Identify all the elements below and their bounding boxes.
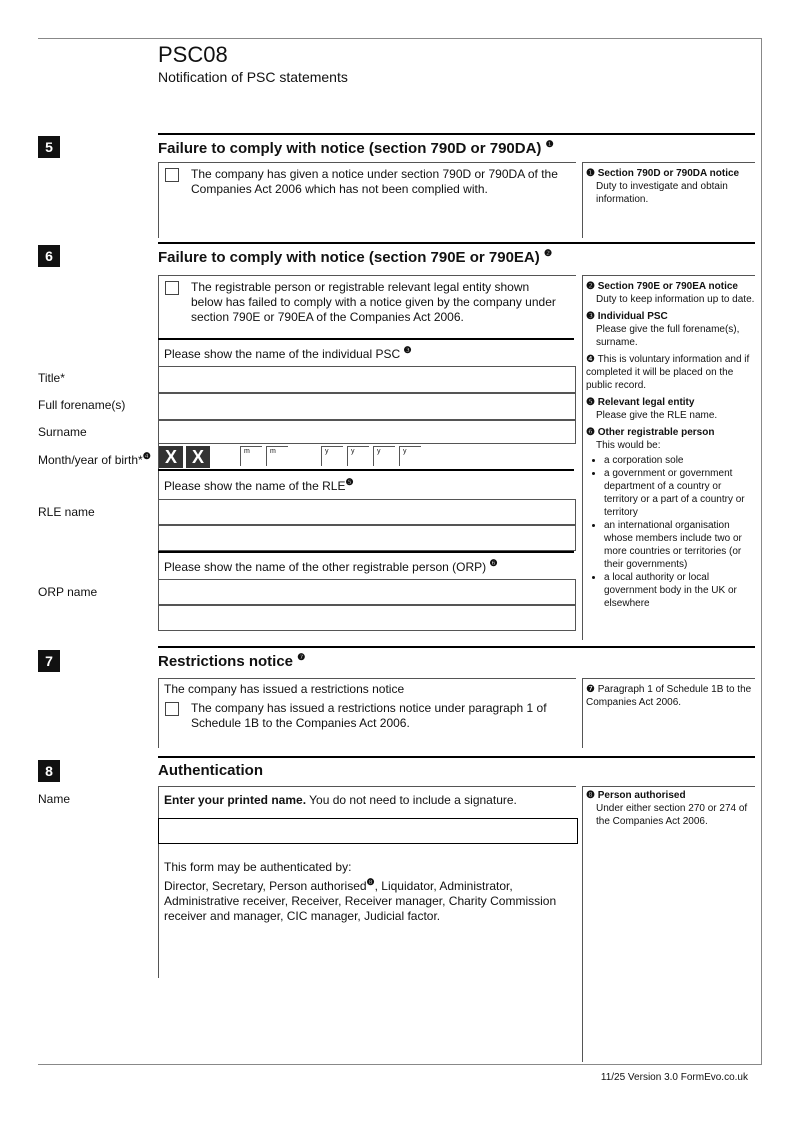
form-code: PSC08 [158,42,228,67]
forenames-input[interactable] [158,393,576,420]
section-7-note: ❼ Paragraph 1 of Schedule 1B to the Companies Act 2006. [586,684,752,708]
dob-year-3[interactable]: y [373,446,395,466]
section-5-checkbox[interactable] [165,168,179,182]
name-label: Name [38,792,71,806]
note-ref-7-icon: ❼ [297,652,306,662]
section-8-title: Authentication [158,762,263,779]
rle-prompt: Please show the name of the RLE$^❺$ [164,477,354,493]
orp-prompt: Please show the name of the other registrable person (ORP) $^❻$ [164,558,498,574]
section-5-number: 5 [38,136,60,158]
section-8-number: 8 [38,760,60,782]
section-7-number: 7 [38,650,60,672]
orp-type-item: • an international organisation whose members include two or more countries or territories (or their governments) [604,519,756,571]
restrictions-intro: The company has issued a restrictions notice [164,682,405,696]
section-7-title: Restrictions notice $^❼$ [158,652,306,670]
section-6-notes: ❷ Section 790E or 790EA notice Duty to keep information up to date. ❸ Individual PSC Please give the full forename(s), surname. ❹ This is voluntary information and if completed it will be placed on the public record. ❺ Relevant legal entity Please give the RLE name. ❻ Other registrable person This would be: • a corporation sole • a government or government department of a country or territory or a part of a country or territory • an international organisation whose members include two or more countries or territories (or their governments) • a local authority or local government body in the UK or elsewhere [586,280,756,610]
individual-psc-prompt: Please show the name of the individual PSC $^❸$ [164,345,412,361]
section-7-checkbox[interactable] [165,702,179,716]
section-5-note: ❶ Section 790D or 790DA notice Duty to investigate and obtain information. [586,168,740,205]
dob-label: Month/year of birth*$^❹$ [38,451,151,467]
orp-type-item: • a local authority or local government body in the UK or elsewhere [604,571,756,610]
auth-list: This form may be authenticated by: Director, Secretary, Person authorised$^❽$, Liquidator, Administrator, Administrative receiver, Receiver, Receiver manager, Charity Commission receiver and manager, CIC manager, Judicial factor. [164,860,557,923]
note-ref-2-icon: ❷ [543,248,553,258]
section-6-checkbox[interactable] [165,281,179,295]
form-title: Notification of PSC statements [158,69,348,85]
rle-label: RLE name [38,505,95,519]
printed-name-input[interactable] [158,818,578,844]
section-6-title: Failure to comply with notice (section 790E or 790EA) $^❷$ [158,248,553,266]
dob-month-2[interactable]: m [266,446,288,466]
dob-month-1[interactable]: m [240,446,262,466]
dob-year-2[interactable]: y [347,446,369,466]
section-8-note: ❽ Person authorised Under either section 270 or 274 of the Companies Act 2006. [586,790,748,827]
dob-year-4[interactable]: y [399,446,421,466]
section-6-number: 6 [38,245,60,267]
section-5-title: Failure to comply with notice (section 790D or 790DA) $^❶$ [158,139,554,157]
rle-input-line-2[interactable] [158,525,576,551]
section-7-checkbox-label: The company has issued a restrictions notice under paragraph 1 of Schedule 1B to the Companies Act 2006. [191,701,547,730]
dob-year-1[interactable]: y [321,446,343,466]
orp-input-line-2[interactable] [158,605,576,631]
orp-input-line-1[interactable] [158,579,576,605]
orp-type-item: • a corporation sole [604,454,756,467]
section-5-checkbox-label: The company has given a notice under section 790D or 790DA of the Companies Act 2006 which has not been complied with. [191,167,558,196]
surname-input[interactable] [158,420,576,444]
note-ref-1-icon: ❶ [545,139,554,149]
orp-label: ORP name [38,585,98,599]
surname-label: Surname [38,425,87,439]
section-6-checkbox-label: The registrable person or registrable relevant legal entity shown below has failed to comply with a notice given by the company under section 790E or 790EA of the Companies Act 2006. [191,280,556,324]
dob-day-blocked-1: X [159,446,183,468]
orp-type-item: • a government or government department of a country or territory or a part of a country or territory [604,467,756,519]
version-footer: 11/25 Version 3.0 FormEvo.co.uk [600,1072,748,1083]
rle-input-line-1[interactable] [158,499,576,525]
forenames-label: Full forename(s) [38,398,126,412]
auth-prompt: Enter your printed name. You do not need to include a signature. [164,793,517,807]
title-label: Title* [38,371,65,385]
dob-day-blocked-2: X [186,446,210,468]
title-input[interactable] [158,366,576,393]
